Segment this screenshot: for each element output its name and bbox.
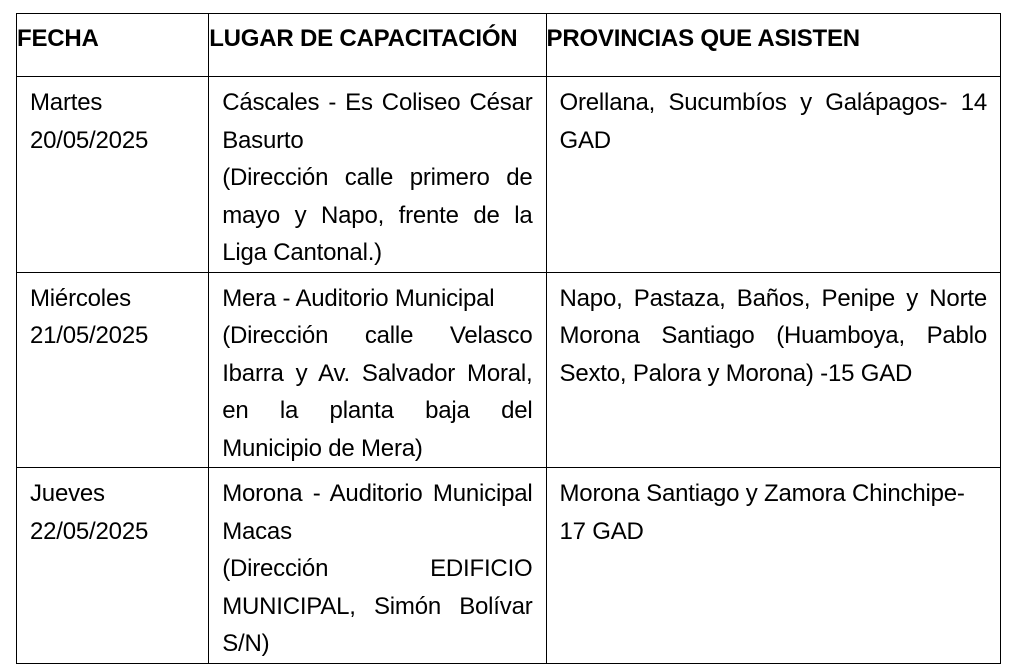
header-fecha-label: FECHA: [17, 25, 99, 52]
day-label: Martes: [30, 89, 103, 116]
table-header: [17, 14, 1001, 77]
table-row: [17, 468, 1001, 664]
header-lugar-label: LUGAR DE CAPACITACIÓN: [209, 25, 518, 52]
provinces-text: Morona Santiago y Zamora Chinchipe- 17 GAD: [559, 480, 965, 545]
header-provincias: [546, 14, 1000, 77]
cell-lugar: [209, 272, 546, 468]
place-address: (Dirección calle primero de mayo y Napo, frente de la Liga Cantonal.): [222, 164, 533, 266]
cell-fecha: [17, 468, 209, 664]
place-name: Cáscales - Es Coliseo César Basurto: [222, 89, 533, 154]
training-schedule-table: [16, 13, 1001, 664]
cell-fecha: [17, 77, 209, 273]
header-provincias-label: PROVINCIAS QUE ASISTEN: [546, 25, 860, 52]
cell-lugar: [209, 77, 546, 273]
cell-provincias: [546, 272, 1000, 468]
provinces-text: Napo, Pastaza, Baños, Penipe y Norte Morona Santiago (Huamboya, Pablo Sexto, Palora y Morona) -15 GAD: [559, 284, 987, 387]
table-body: [17, 77, 1001, 664]
cell-provincias: [546, 77, 1000, 273]
place-address: (Dirección EDIFICIO MUNICIPAL, Simón Bolívar S/N): [222, 555, 533, 657]
header-fecha: [17, 14, 209, 77]
date-label: 21/05/2025: [30, 322, 149, 349]
cell-fecha: [17, 272, 209, 468]
table-row: [17, 77, 1001, 273]
provinces-text: Orellana, Sucumbíos y Galápagos- 14 GAD: [559, 89, 987, 154]
date-label: 22/05/2025: [30, 517, 149, 545]
date-label: 20/05/2025: [30, 126, 149, 154]
header-row: [17, 14, 1001, 77]
place-name: Morona - Auditorio Municipal Macas: [222, 480, 533, 545]
cell-provincias: [546, 468, 1000, 664]
table-row: [17, 272, 1001, 468]
day-label: Jueves: [30, 480, 105, 507]
place-address: (Dirección calle Velasco Ibarra y Av. Salvador Moral, en la planta baja del Municipio de Mera): [222, 322, 533, 462]
place-name: Mera - Auditorio Municipal: [222, 284, 495, 312]
header-lugar: [209, 14, 546, 77]
day-label: Miércoles: [30, 284, 131, 312]
cell-lugar: [209, 468, 546, 664]
